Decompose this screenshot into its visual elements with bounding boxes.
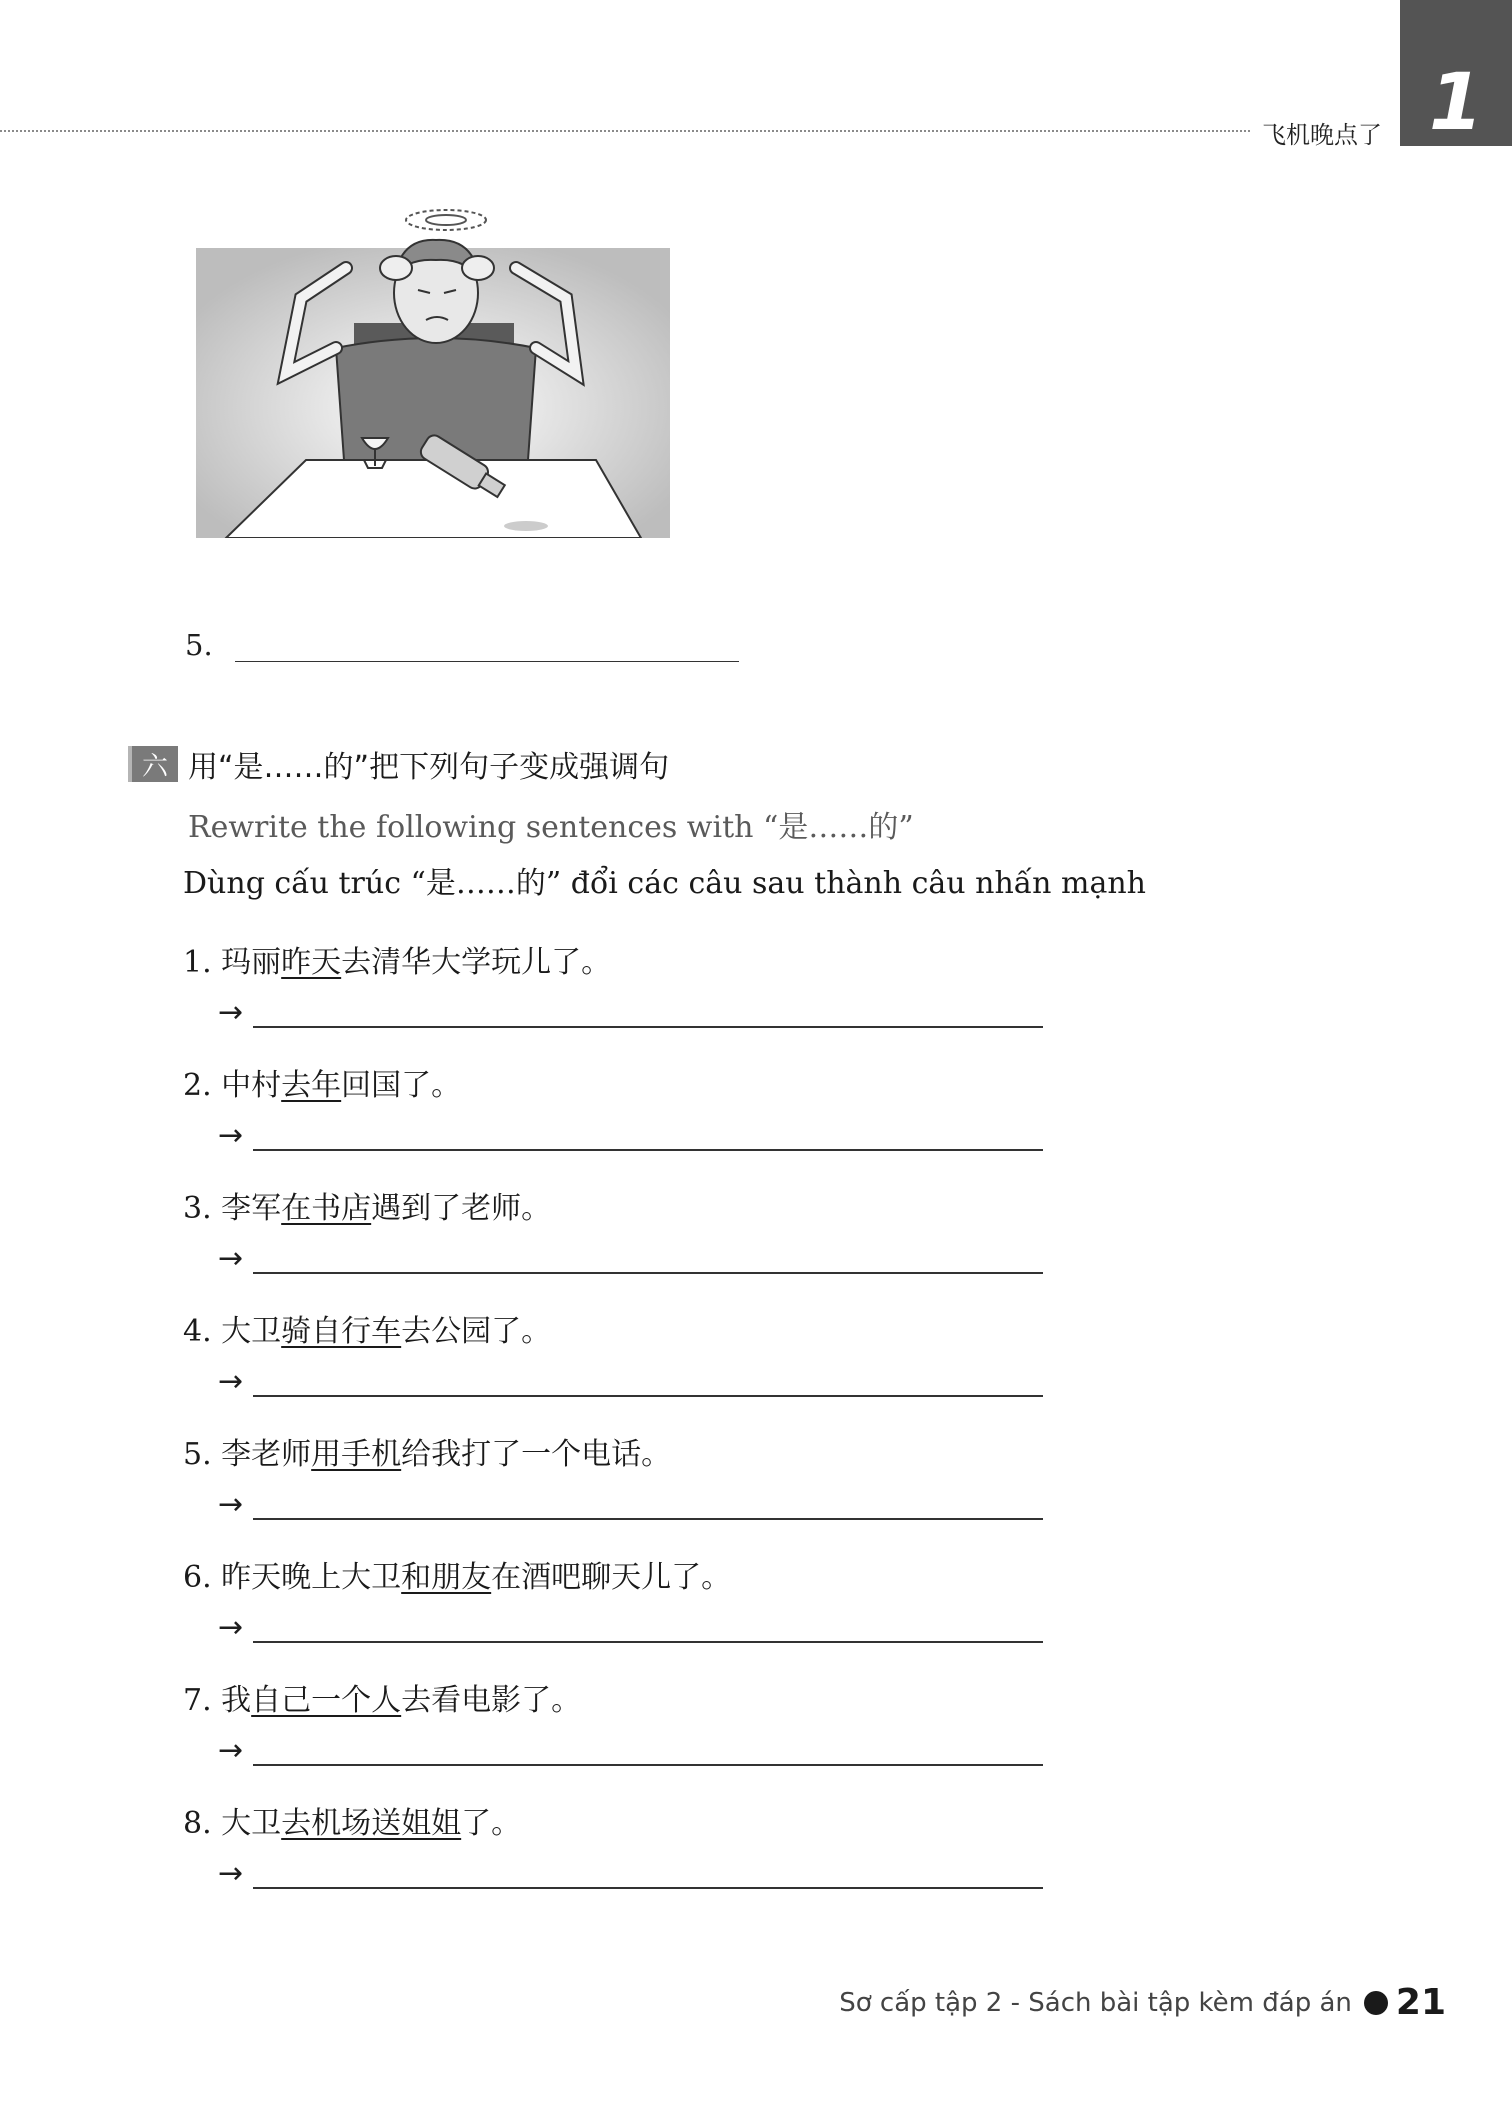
answer-line[interactable] (253, 1498, 1043, 1520)
emphasis-underline: 昨天 (281, 945, 342, 980)
arrow-icon: → (218, 1118, 244, 1153)
exercise-1: 1. 玛丽昨天去清华大学玩儿了。 (183, 945, 612, 980)
exercise-3: 3. 李军在书店遇到了老师。 (183, 1191, 552, 1226)
page-footer (839, 1982, 1446, 2023)
previous-item-answer-line[interactable] (235, 639, 739, 662)
emphasis-underline: 和朋友 (401, 1560, 492, 1595)
previous-item-number: 5. (185, 628, 213, 662)
answer-row-7 (218, 1733, 1043, 1768)
emphasis-underline: 自己一个人 (251, 1683, 402, 1718)
arrow-icon: → (218, 995, 244, 1030)
arrow-icon: → (218, 1241, 244, 1276)
emphasis-underline: 骑自行车 (281, 1314, 402, 1349)
answer-line[interactable] (253, 1867, 1043, 1889)
chapter-tab (1400, 0, 1512, 146)
section-subtitle-en: Rewrite the following sentences with “是……的” (188, 810, 914, 845)
answer-line[interactable] (253, 1129, 1043, 1151)
exercise-2: 2. 中村去年回国了。 (183, 1068, 462, 1103)
exercise-7: 7. 我自己一个人去看电影了。 (183, 1683, 582, 1718)
exercise-8: 8. 大卫去机场送姐姐了。 (183, 1806, 522, 1841)
arrow-icon: → (218, 1733, 244, 1768)
answer-line[interactable] (253, 1744, 1043, 1766)
emphasis-underline: 用手机 (311, 1437, 402, 1472)
answer-row-4 (218, 1364, 1043, 1399)
arrow-icon: → (218, 1856, 244, 1891)
chapter-number: 1 (1428, 58, 1484, 148)
emphasis-underline: 去年 (281, 1068, 342, 1103)
answer-line[interactable] (253, 1252, 1043, 1274)
arrow-icon: → (218, 1610, 244, 1645)
answer-row-1 (218, 995, 1043, 1030)
answer-line[interactable] (253, 1006, 1043, 1028)
chapter-title: 飞机晚点了 (1262, 121, 1382, 149)
answer-line[interactable] (253, 1375, 1043, 1397)
emphasis-underline: 去机场送姐姐 (281, 1806, 462, 1841)
arrow-icon: → (218, 1364, 244, 1399)
arrow-icon: → (218, 1487, 244, 1522)
bullet-dot-icon (1364, 1991, 1388, 2015)
answer-row-3 (218, 1241, 1043, 1276)
answer-row-5 (218, 1487, 1043, 1522)
section-subtitle-vi: Dùng cấu trúc “是……的” đổi các câu sau thành câu nhấn mạnh (183, 866, 1146, 901)
answer-line[interactable] (253, 1621, 1043, 1643)
book-title: Sơ cấp tập 2 - Sách bài tập kèm đáp án (839, 1987, 1352, 2018)
answer-row-6 (218, 1610, 1043, 1645)
exercise-4: 4. 大卫骑自行车去公园了。 (183, 1314, 552, 1349)
page-number: 21 (1395, 1982, 1446, 2023)
section-title: 用“是……的”把下列句子变成强调句 (188, 750, 670, 785)
header-dotted-rule (0, 130, 1250, 132)
section-number-badge: 六 (128, 746, 178, 782)
answer-row-2 (218, 1118, 1043, 1153)
exercise-6: 6. 昨天晚上大卫和朋友在酒吧聊天儿了。 (183, 1560, 732, 1595)
emphasis-underline: 在书店 (281, 1191, 372, 1226)
answer-row-8 (218, 1856, 1043, 1891)
person-headache-illustration (196, 198, 670, 538)
previous-exercise-item (185, 628, 739, 662)
exercise-5: 5. 李老师用手机给我打了一个电话。 (183, 1437, 672, 1472)
section-heading (128, 742, 669, 786)
